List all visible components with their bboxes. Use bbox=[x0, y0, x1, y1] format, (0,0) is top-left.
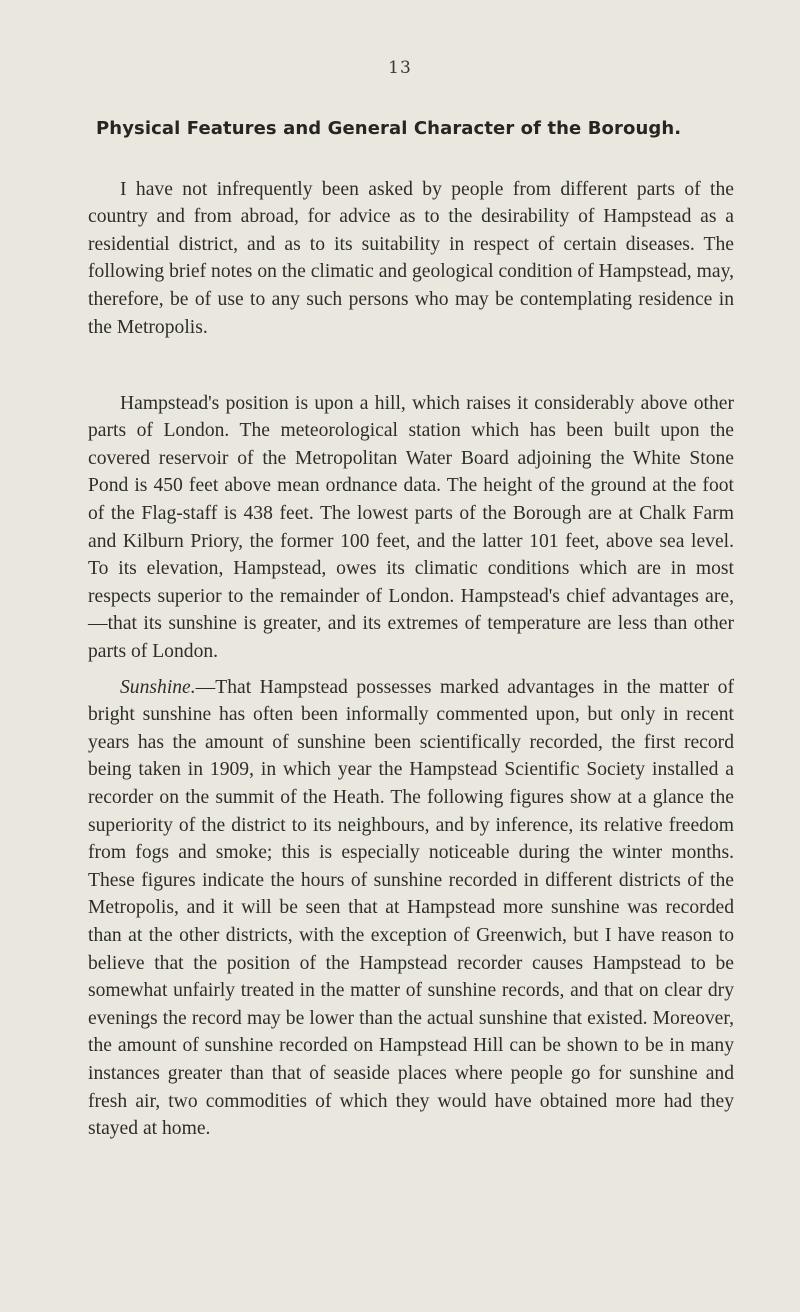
page-number: 13 bbox=[388, 58, 412, 78]
paragraph-intro: I have not infrequently been asked by people from different parts of the country and from abroad, for advice as to the desirability of Hampstead as a residential district, and as to its suitability in respect of certain diseases. The following brief notes on the climatic and geological condition of Hampstead, may, therefore, be of use to any such persons who may be contemplating residence in the Metropolis. bbox=[88, 178, 734, 338]
sunshine-body: —That Hampstead possesses marked advantages in the matter of bright sunshine has often been informally commented upon, but only in recent years has the amount of sunshine been scientifically recorded, the first record being taken in 1909, in which year the Hampstead Scientific Society installed a recorder on the summit of the Heath. The following figures show at a glance the superiority of the district to its neighbours, and by inference, its relative freedom from fogs and smoke; this is especially noticeable during the winter months. These figures indicate the hours of sunshine recorded in different districts of the Metropolis, and it will be seen that at Hampstead more sunshine was recorded than at the other districts, with the exception of Greenwich, but I have reason to believe that the position of the Hampstead recorder causes Hampstead to be somewhat unfairly treated in the matter of sunshine records, and that on clear dry evenings the record may be lower than the actual sunshine that existed. Moreover, the amount of sunshine recorded on Hampstead Hill can be shown to be in many instances greater than that of seaside places where people go for sunshine and fresh air, two commodities of which they would have obtained more had they stayed at home. bbox=[88, 676, 734, 1140]
sunshine-lead-in: Sunshine. bbox=[120, 676, 196, 698]
paragraph-sunshine bbox=[88, 674, 734, 1143]
section-heading: Physical Features and General Character of the Borough. bbox=[96, 118, 682, 139]
paragraph-position: Hampstead's position is upon a hill, which raises it considerably above other parts of London. The meteorological station which has been built upon the covered reservoir of the Metropolitan Water Board adjoining the White Stone Pond is 450 feet above mean ordnance data. The height of the ground at the foot of the Flag-staff is 438 feet. The lowest parts of the Borough are at Chalk Farm and Kilburn Priory, the former 100 feet, and the latter 101 feet, above sea level. To its elevation, Hampstead, owes its climatic conditions which are in most respects superior to the remainder of London. Hampstead's chief advantages are,—that its sunshine is greater, and its extremes of temperature are less than other parts of London. bbox=[88, 392, 734, 662]
